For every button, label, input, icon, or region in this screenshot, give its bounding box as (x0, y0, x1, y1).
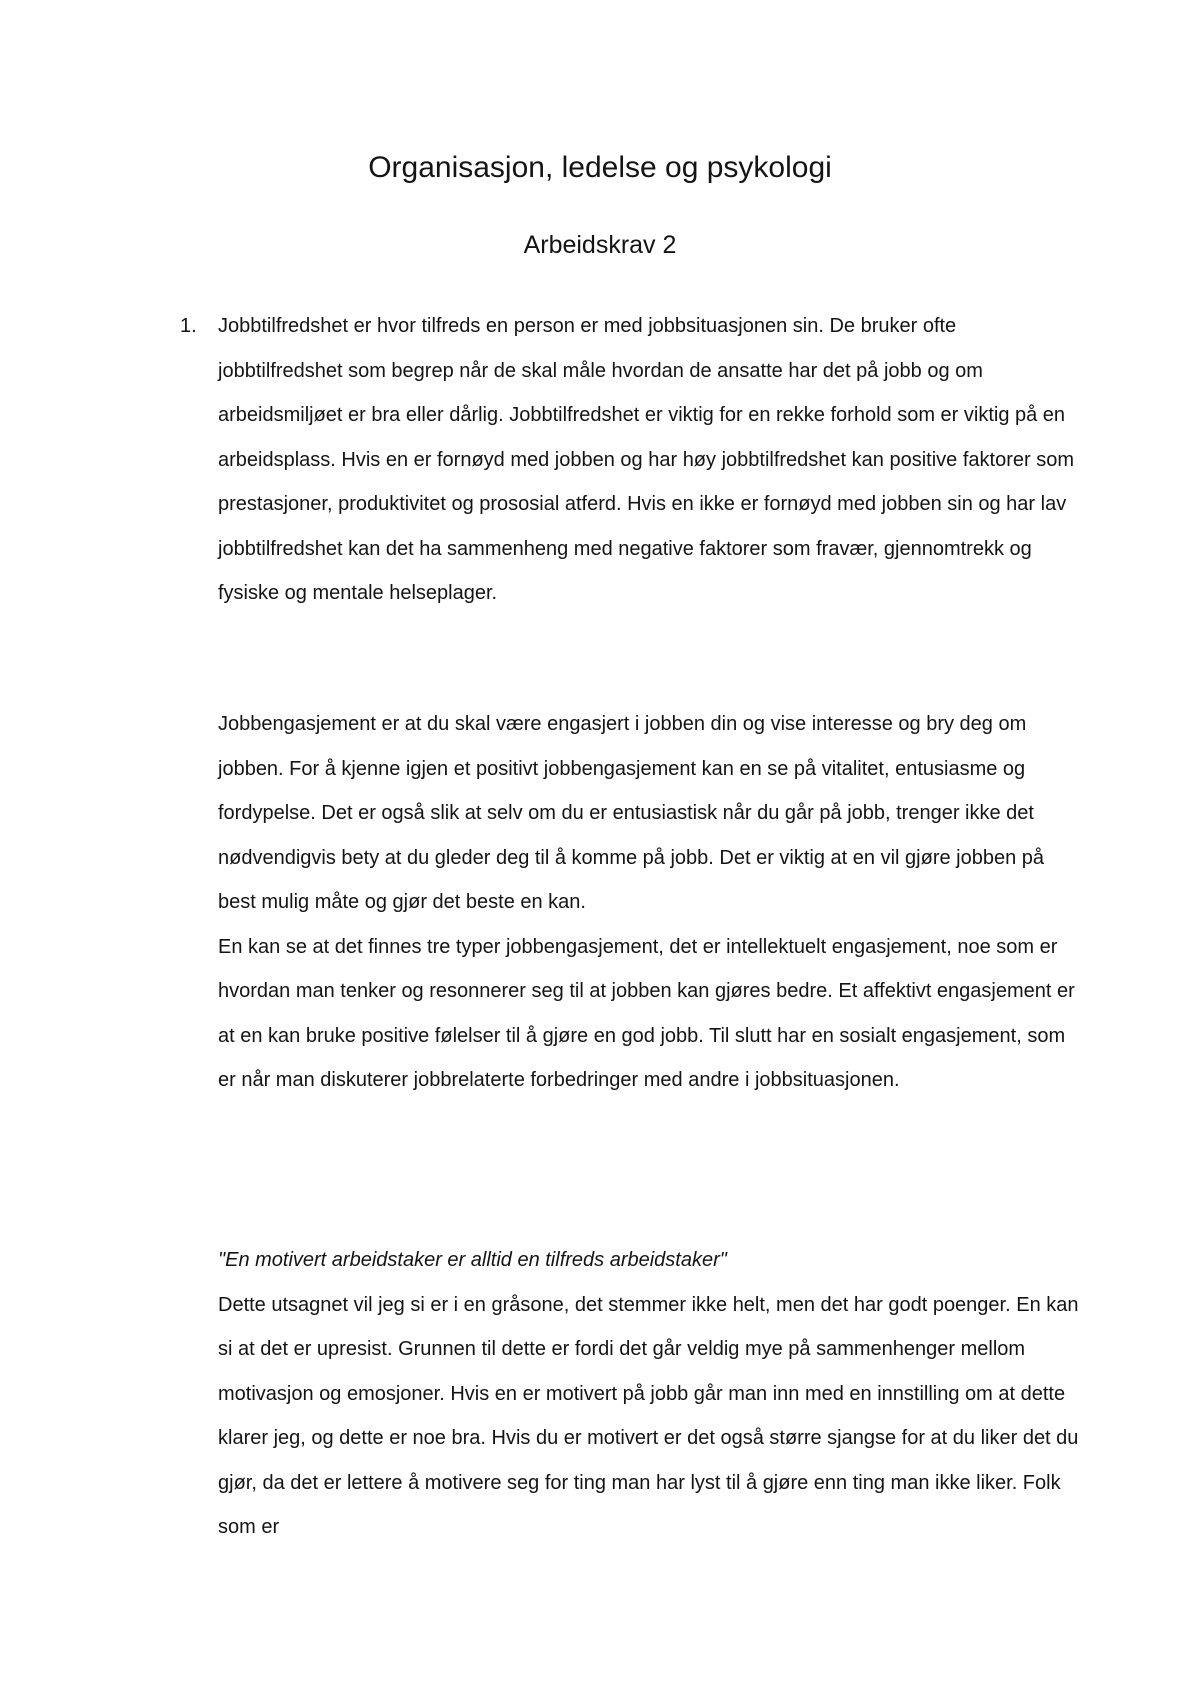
quote-statement: "En motivert arbeidstaker er alltid en tilfreds arbeidstaker" (218, 1249, 727, 1271)
paragraph-job-engagement: Jobbengasjement er at du skal være engasjert i jobben din og vise interesse og bry deg om jobben. For å kjenne igjen et positivt jobbengasjement kan en se på vitalitet, entusiasme og fordypelse. Det er også slik at selv om du er entusiastisk når du går på jobb, trenger ikke det nødvendigvis bety at du gleder deg til å komme på jobb. Det er viktig at en vil gjøre jobben på best mulig måte og gjør det beste en kan. (218, 713, 1045, 913)
section-job-satisfaction (218, 304, 1080, 616)
document-subtitle: Arbeidskrav 2 (523, 231, 677, 259)
paragraph-job-satisfaction: Jobbtilfredshet er hvor tilfreds en person er med jobbsituasjonen sin. De bruker ofte jobbtilfredshet som begrep når de skal måle hvordan de ansatte har det på jobb og om arbeidsmiljøet er bra eller dårlig. Jobbtilfredshet er viktig for en rekke forhold som er viktig på en arbeidsplass. Hvis en er fornøyd med jobben og har høy jobbtilfredshet kan positive faktorer som prestasjoner, produktivitet og prososial atferd. Hvis en ikke er fornøyd med jobben sin og har lav jobbtilfredshet kan det ha sammenheng med negative faktorer som fravær, gjennomtrekk og fysiske og mentale helseplager. (218, 315, 1074, 604)
document-title: Organisasjon, ledelse og psykologi (368, 151, 832, 184)
section-job-engagement (218, 702, 1080, 1103)
section-motivation (218, 1238, 1080, 1550)
list-number: 1. (180, 315, 197, 337)
paragraph-engagement-types: En kan se at det finnes tre typer jobbengasjement, det er intellektuelt engasjement, noe som er hvordan man tenker og resonnerer seg til at jobben kan gjøres bedre. Et affektivt engasjement er at en kan bruke positive følelser til å gjøre en god jobb. Til slutt har en sosialt engasjement, som er når man diskuterer jobbrelaterte forbedringer med andre i jobbsituasjonen. (218, 935, 1075, 1091)
paragraph-motivation: Dette utsagnet vil jeg si er i en gråsone, det stemmer ikke helt, men det har godt poenger. En kan si at det er upresist. Grunnen til dette er fordi det går veldig mye på sammenhenger mellom motivasjon og emosjoner. Hvis en er motivert på jobb går man inn med en innstilling om at dette klarer jeg, og dette er noe bra. Hvis du er motivert er det også større sjangse for at du liker det du gjør, da det er lettere å motivere seg for ting man har lyst til å gjøre enn ting man ikke liker. Folk som er (218, 1293, 1079, 1538)
